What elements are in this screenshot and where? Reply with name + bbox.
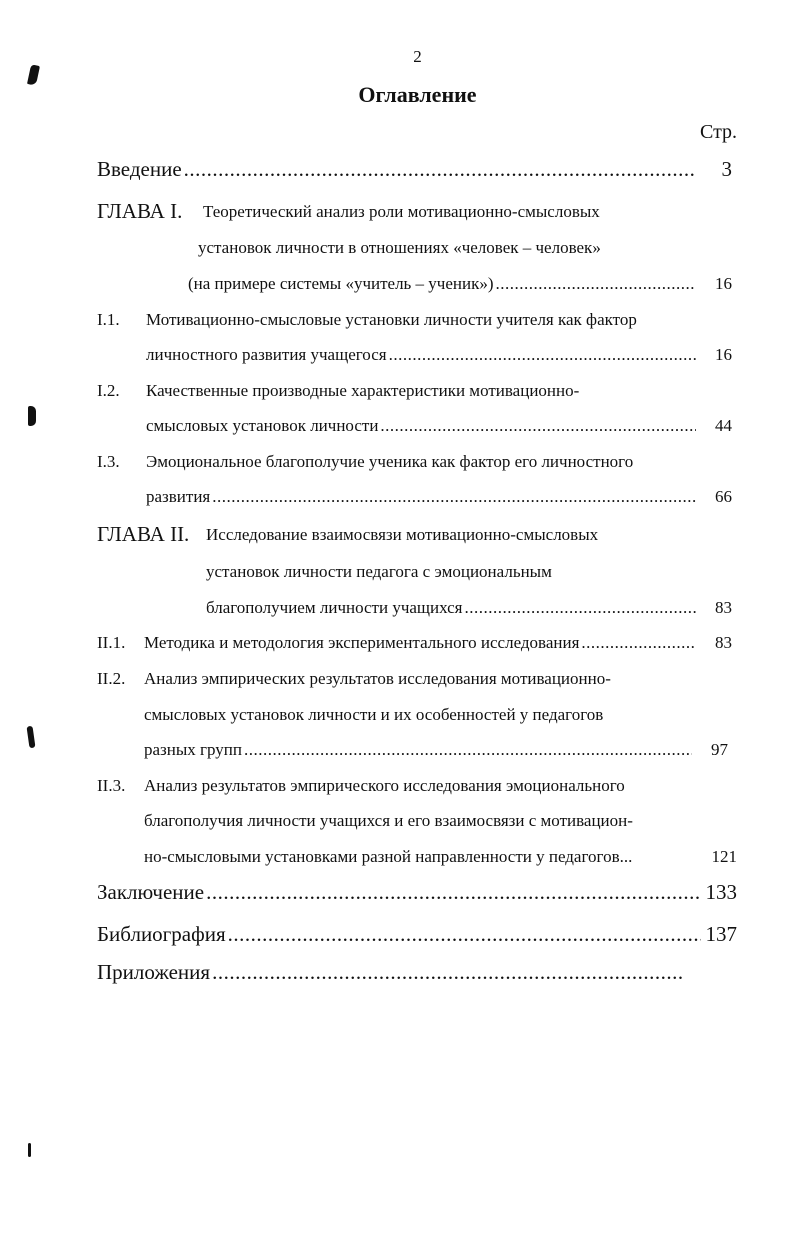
chapter-1-title-line: (на примере системы «учитель – ученик»)	[188, 274, 494, 293]
toc-entry-chapter-2[interactable]	[206, 598, 732, 618]
dot-leader	[206, 880, 701, 905]
toc-entry-page: 16	[715, 274, 732, 293]
toc-entry-page: 3	[721, 157, 732, 181]
dot-leader	[212, 487, 696, 507]
section-title-line: личностного развития учащегося	[146, 345, 387, 364]
toc-entry-label: Приложения	[97, 960, 211, 984]
dot-leader	[184, 157, 696, 182]
toc-entry-appendix[interactable]	[97, 960, 687, 985]
toc-entry-page: 97	[711, 740, 728, 759]
dot-leader	[465, 598, 697, 618]
toc-entry-section-1-1[interactable]	[146, 345, 732, 365]
dot-leader	[581, 633, 696, 653]
section-number: II.1.	[97, 633, 126, 652]
dot-leader	[389, 345, 696, 365]
dot-leader	[212, 960, 685, 985]
scan-mark	[26, 726, 35, 749]
section-title-line: разных групп	[144, 740, 242, 759]
chapter-1-label: ГЛАВА I.	[97, 199, 183, 223]
scan-mark	[28, 1143, 31, 1157]
toc-entry-label: Заключение	[97, 880, 205, 904]
section-title-line: Мотивационно-смысловые установки личности учителя как фактор	[146, 310, 637, 329]
section-title-line: развития	[146, 487, 211, 506]
toc-entry-chapter-1[interactable]	[188, 274, 732, 294]
section-number: II.3.	[97, 776, 126, 795]
page-title: Оглавление	[358, 82, 477, 107]
section-title-line: смысловых установок личности и их особенностей у педагогов	[144, 705, 604, 724]
section-number: I.3.	[97, 452, 120, 471]
section-number: I.2.	[97, 381, 120, 400]
chapter-2-title-line: благополучием личности учащихся	[206, 598, 463, 617]
toc-entry-page: 83	[715, 633, 732, 652]
dot-leader	[244, 740, 692, 760]
chapter-1-title-line: установок личности в отношениях «человек – человек»	[198, 238, 601, 257]
section-title-line: но-смысловыми установками разной направленности у педагогов...	[144, 847, 633, 866]
chapter-2-title-line: Исследование взаимосвязи мотивационно-смысловых	[206, 525, 599, 544]
dot-leader	[380, 416, 696, 436]
section-title-line: Анализ эмпирических результатов исследования мотивационно-	[144, 669, 611, 688]
toc-entry-page[interactable]: 121	[711, 847, 737, 866]
toc-entry-page: 66	[715, 487, 732, 506]
chapter-1-title-line: Теоретический анализ роли мотивационно-смысловых	[203, 202, 600, 221]
toc-entry-page: 133	[705, 880, 737, 904]
toc-entry-section-1-3[interactable]	[146, 487, 732, 507]
toc-entry-bibliography[interactable]	[97, 922, 737, 947]
section-title-line: смысловых установок личности	[146, 416, 379, 435]
toc-entry-section-1-2[interactable]	[146, 416, 732, 436]
toc-entry-label: Введение	[97, 157, 182, 181]
toc-entry-page: 16	[715, 345, 732, 364]
page-column-label: Стр.	[700, 121, 738, 143]
chapter-2-label: ГЛАВА II.	[97, 522, 190, 546]
toc-entry-conclusion[interactable]	[97, 880, 737, 905]
section-title-line: Эмоциональное благополучие ученика как фактор его личностного	[146, 452, 634, 471]
section-title-line: благополучия личности учащихся и его взаимосвязи с мотивацион-	[144, 811, 633, 830]
section-number: II.2.	[97, 669, 126, 688]
toc-entry-label: Библиография	[97, 922, 226, 946]
section-number: I.1.	[97, 310, 120, 329]
scan-mark	[28, 406, 36, 426]
chapter-2-title-line: установок личности педагога с эмоциональным	[206, 562, 552, 581]
dot-leader	[228, 922, 701, 947]
section-title-line: Качественные производные характеристики мотивационно-	[146, 381, 580, 400]
page-number: 2	[413, 47, 422, 66]
toc-entry-page: 137	[705, 922, 737, 946]
dot-leader	[496, 274, 696, 294]
toc-entry-section-2-1[interactable]	[144, 633, 732, 653]
toc-entry-page: 83	[715, 598, 732, 617]
toc-entry-page: 44	[715, 416, 732, 435]
toc-entry-section-2-2[interactable]	[144, 740, 728, 760]
section-title-line: Анализ результатов эмпирического исследования эмоционального	[144, 776, 625, 795]
section-title-line: Методика и методология экспериментального исследования	[144, 633, 580, 652]
toc-entry-intro[interactable]	[97, 157, 732, 182]
